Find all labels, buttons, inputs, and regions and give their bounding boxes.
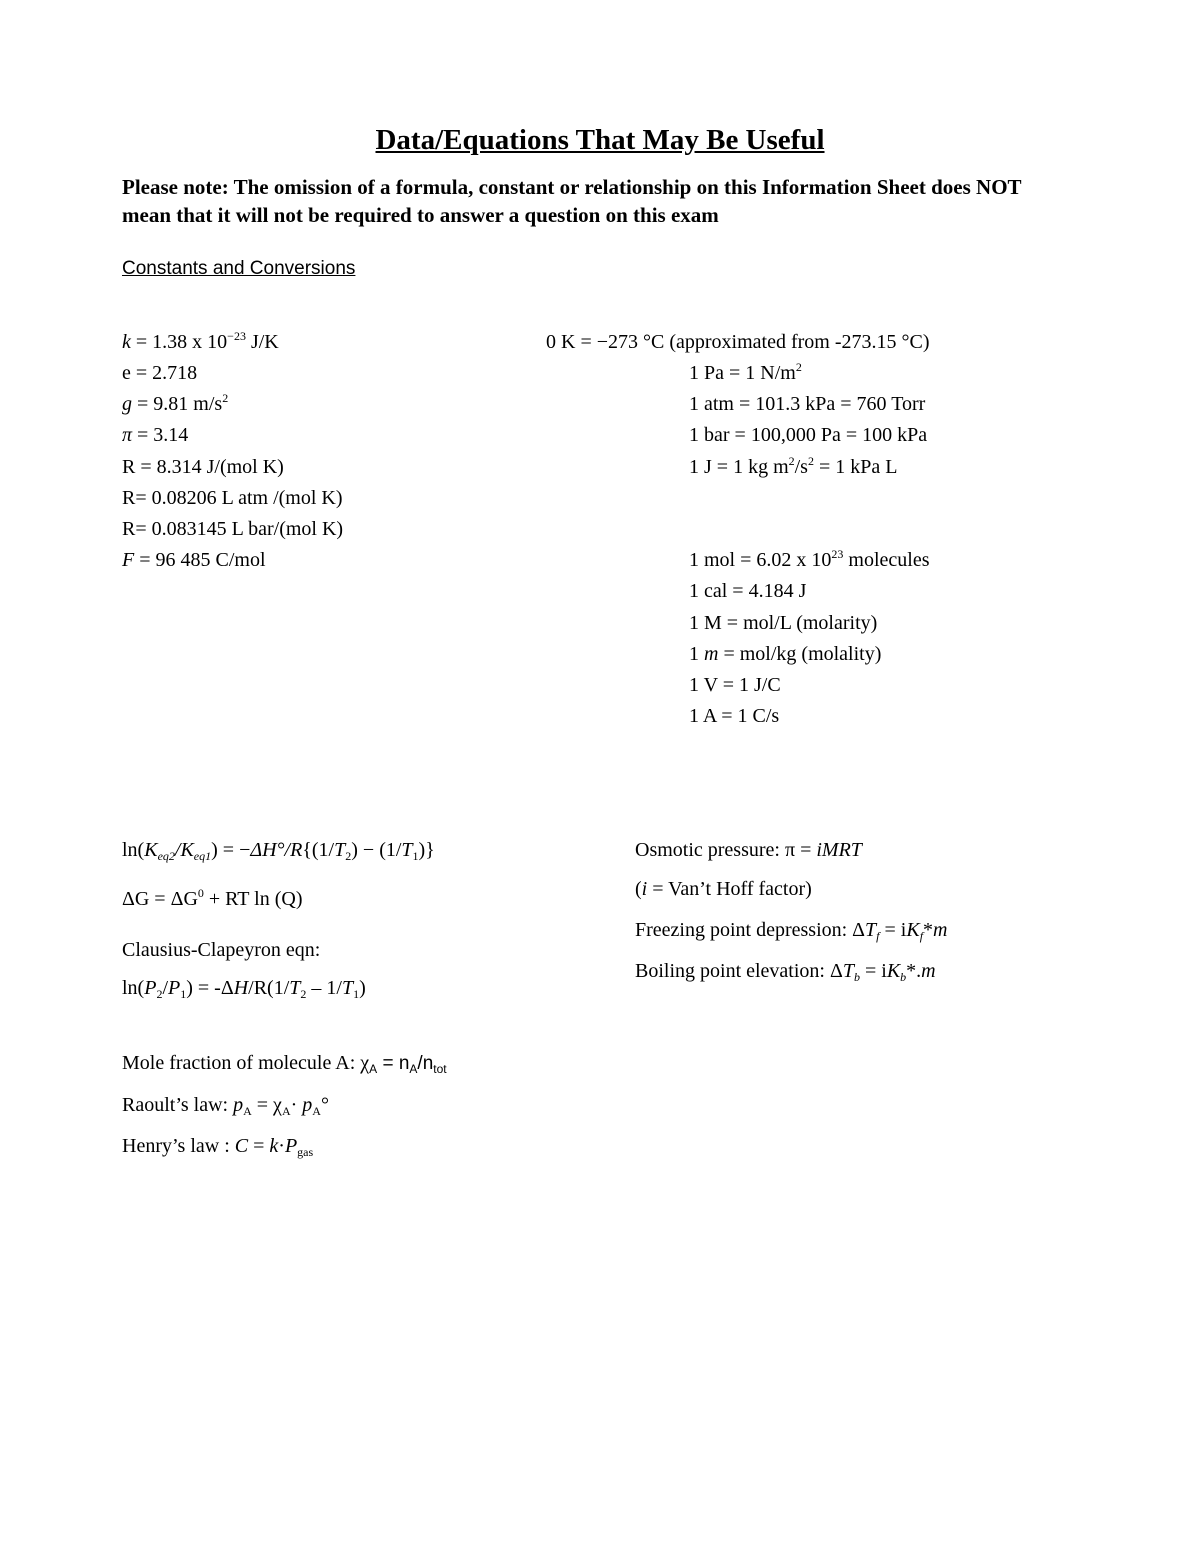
- equation-freezing-point: Freezing point depression: $\Delta T_f = iK_f*m$: [635, 919, 948, 943]
- conversion-ampere: 1 A = 1 C/s: [689, 705, 780, 727]
- constant-gravity: g = 9.81 $m/s^2$: [122, 391, 229, 415]
- conversion-kelvin: 0 K = −273 °C (approximated from -273.15 °C): [546, 331, 930, 353]
- equation-boiling-point: Boiling point elevation: $\Delta T_b = iK_b*.m$: [635, 960, 936, 984]
- page-title: Data/Equations That May Be Useful: [375, 124, 825, 156]
- section-heading: Constants and Conversions: [122, 258, 356, 279]
- constant-r-atm: R= 0.08206 L atm /(mol K): [122, 487, 343, 509]
- conversion-atm: 1 atm = 101.3 kPa = 760 Torr: [689, 393, 926, 415]
- equation-vant-hoff: $\ln(K_{eq2}/K_{eq1}) = -\Delta H^\circ/R\{(1/T_2) - (1/T_1)\}$: [122, 839, 435, 863]
- constant-faraday: F = 96 485 C/mol: [122, 549, 266, 571]
- constant-r-joules: R = 8.314 J/(mol K): [122, 456, 284, 478]
- equation-raoult: Raoult’s law: $p_A = \chi_A\cdot p_A^\circ$: [122, 1094, 329, 1118]
- conversion-volt: 1 V = 1 J/C: [689, 674, 781, 696]
- constant-r-bar: R= 0.083145 L bar/(mol K): [122, 518, 344, 540]
- equation-mole-fraction: Mole fraction of molecule A: $\chi_A = n_A/n_{tot}$: [122, 1052, 447, 1076]
- conversion-pascal: 1 Pa = 1 $N/m^2$: [689, 360, 802, 384]
- equation-clausius-clapeyron: $\ln(P_2/P_1) = -\Delta H/R(1/T_2 - 1/T_1)$: [122, 977, 366, 1001]
- constant-pi: π = 3.14: [122, 424, 189, 446]
- conversion-molarity: 1 M = mol/L (molarity): [689, 612, 878, 634]
- conversion-mole: 1 mol = 6.02 x $10^{23}$ molecules: [689, 547, 930, 571]
- equation-gibbs: $\Delta G = \Delta G^0$ + RT ln (Q): [122, 886, 303, 910]
- conversion-joule: 1 J = 1 kg $m^2/s^2 = 1$ kPa L: [689, 454, 898, 478]
- equation-henry: Henry’s law : $C = k\cdot P_{gas}$: [122, 1135, 314, 1159]
- constant-boltzmann: k = 1.38 x $10^{-23}$ J/K: [122, 329, 279, 353]
- equation-osmotic-pressure: Osmotic pressure: π = iMRT: [635, 839, 862, 861]
- conversion-bar: 1 bar = 100,000 Pa = 100 kPa: [689, 424, 928, 446]
- clausius-clapeyron-label: Clausius-Clapeyron eqn:: [122, 939, 321, 961]
- constant-e: e = 2.718: [122, 362, 198, 384]
- conversion-molality: 1 m = mol/kg (molality): [689, 643, 882, 665]
- information-note: Please note: The omission of a formula, constant or relationship on this Information Sheet does NOT mean that it will not be required to answer a question on this exam: [122, 175, 1022, 227]
- vant-hoff-factor-note: (i = Van’t Hoff factor): [635, 878, 812, 900]
- conversion-calorie: 1 cal = 4.184 J: [689, 580, 807, 602]
